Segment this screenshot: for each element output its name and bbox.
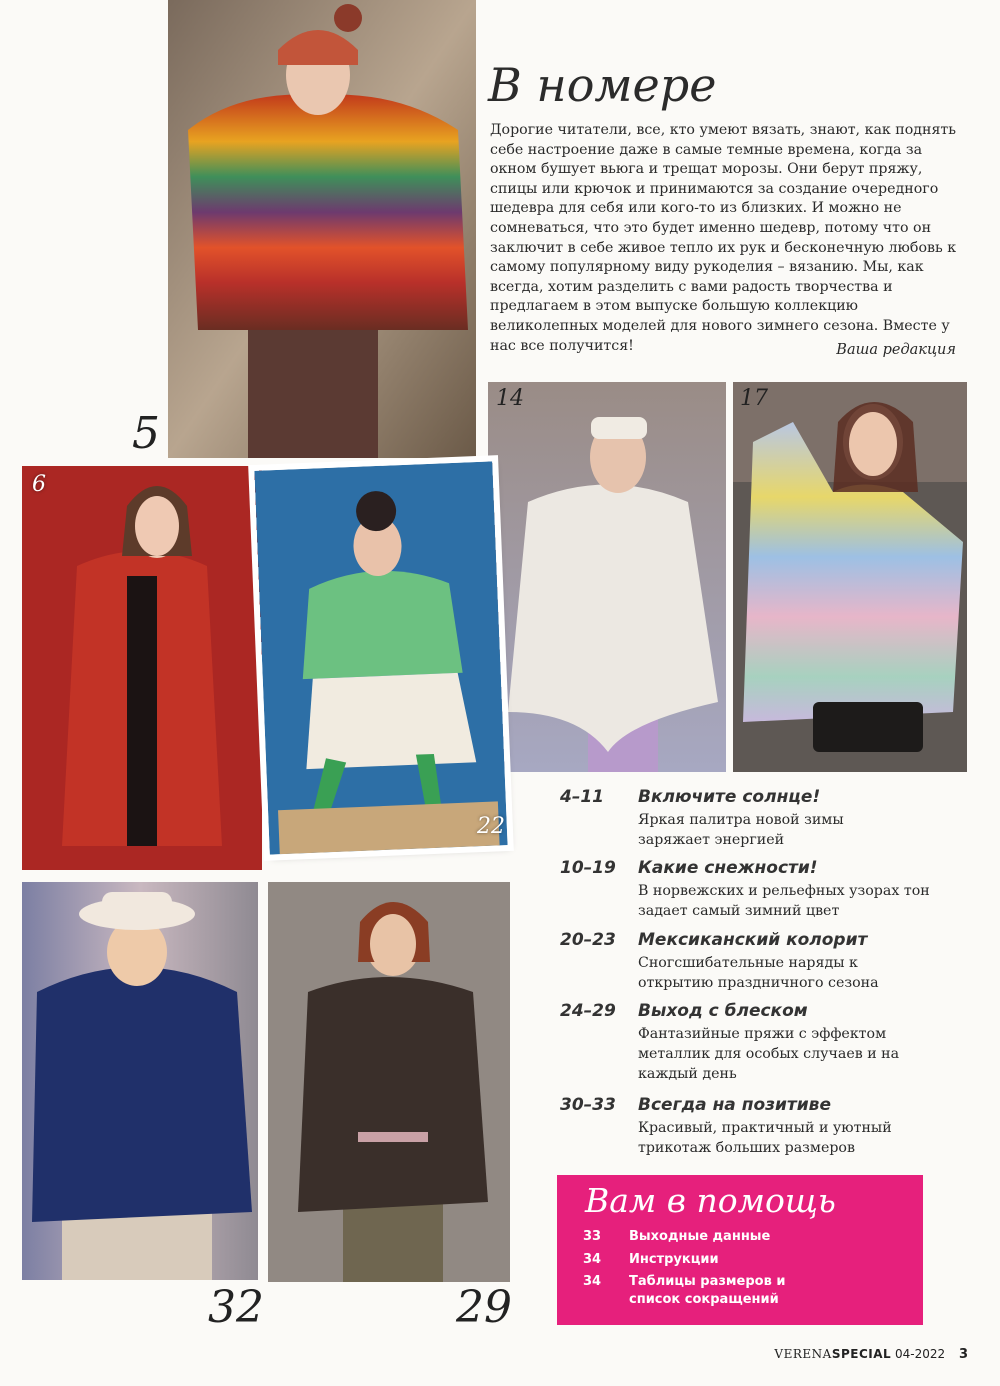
toc-page-range: 10–19 — [560, 858, 616, 878]
photo-metallic-knit — [268, 882, 510, 1282]
toc-description: В норвежских и рельефных узорах тон задает самый зимний цвет — [638, 883, 930, 919]
toc-heading: Включите солнце! — [638, 787, 821, 807]
toc-heading: Всегда на позитиве — [638, 1095, 831, 1115]
toc-page-range: 20–23 — [560, 930, 616, 950]
editor-signature: Ваша редакция — [836, 342, 956, 358]
photo-number-22: 22 — [477, 814, 505, 839]
toc-heading: Мексиканский колорит — [638, 930, 868, 950]
toc-page-range: 30–33 — [560, 1095, 616, 1115]
toc-entry[interactable] — [560, 787, 980, 853]
help-item-text: Таблицы размеров и список сокращений — [629, 1274, 786, 1307]
toc-page-range: 4–11 — [560, 787, 604, 807]
help-item-text: Выходные данные — [629, 1229, 771, 1244]
photo-striped-poncho — [168, 0, 476, 458]
toc-heading: Какие снежности! — [638, 858, 818, 878]
toc-entry[interactable] — [560, 858, 980, 924]
page-number-32: 32 — [208, 1282, 264, 1333]
magazine-brand — [774, 1347, 891, 1361]
toc-description: Фантазийные пряжи с эффектом металлик для особых случаев и на каждый день — [638, 1026, 900, 1082]
toc-entry[interactable] — [560, 930, 980, 996]
photo-number-17: 17 — [740, 386, 768, 411]
photo-white-poncho — [488, 382, 726, 772]
photo-navy-sweater — [22, 882, 258, 1280]
help-item-text: Инструкции — [629, 1252, 719, 1267]
photo-pastel-sweater — [733, 382, 967, 772]
help-item-page: 34 — [583, 1252, 602, 1267]
help-item-page: 33 — [583, 1229, 602, 1244]
page-footer — [774, 1347, 968, 1362]
toc-description: Красивый, практичный и уютный трикотаж больших размеров — [638, 1120, 892, 1156]
toc-description: Яркая палитра новой зимы заряжает энергией — [638, 812, 844, 848]
page-number: 3 — [958, 1347, 968, 1362]
page-title: В номере — [488, 58, 717, 112]
help-box — [557, 1175, 923, 1325]
toc-page-range: 24–29 — [560, 1001, 616, 1021]
page-number-29: 29 — [456, 1282, 512, 1333]
photo-red-coat — [22, 466, 262, 870]
photo-number-14: 14 — [496, 386, 524, 411]
toc-heading: Выход с блеском — [638, 1001, 808, 1021]
help-title: Вам в помощь — [585, 1181, 836, 1220]
photo-number-6: 6 — [32, 472, 46, 497]
toc-entry[interactable] — [560, 1095, 980, 1161]
issue-number: 04-2022 — [894, 1347, 946, 1361]
help-item-page: 34 — [583, 1274, 602, 1289]
brand-special: SPECIAL — [831, 1347, 892, 1361]
page-number-5: 5 — [132, 408, 160, 459]
brand-name: VERENA — [774, 1347, 832, 1361]
photo-green-cardigan — [254, 461, 507, 854]
toc-entry[interactable] — [560, 1001, 980, 1089]
toc-description: Сногсшибательные наряды к открытию праздничного сезона — [638, 955, 879, 991]
editor-letter: Дорогие читатели, все, кто умеют вязать, знают, как поднять себе настроение даже в самые темные времена, когда за окном бушует вьюга и трещат морозы. Они берут пряжу, спицы или крючок и принимаются за создание очередного шедевра для себя или кого-то из близких. И можно не сомневаться, что это будет именно шедевр, потому что он заключит в себе живое тепло их рук и бесконечную любовь к самому популярному виду рукоделия – вязанию. Мы, как всегда, хотим разделить с вами радость творчества и предлагаем в этом выпуске большую коллекцию великолепных моделей для нового зимнего сезона. Вместе у нас все получится! — [490, 122, 957, 354]
